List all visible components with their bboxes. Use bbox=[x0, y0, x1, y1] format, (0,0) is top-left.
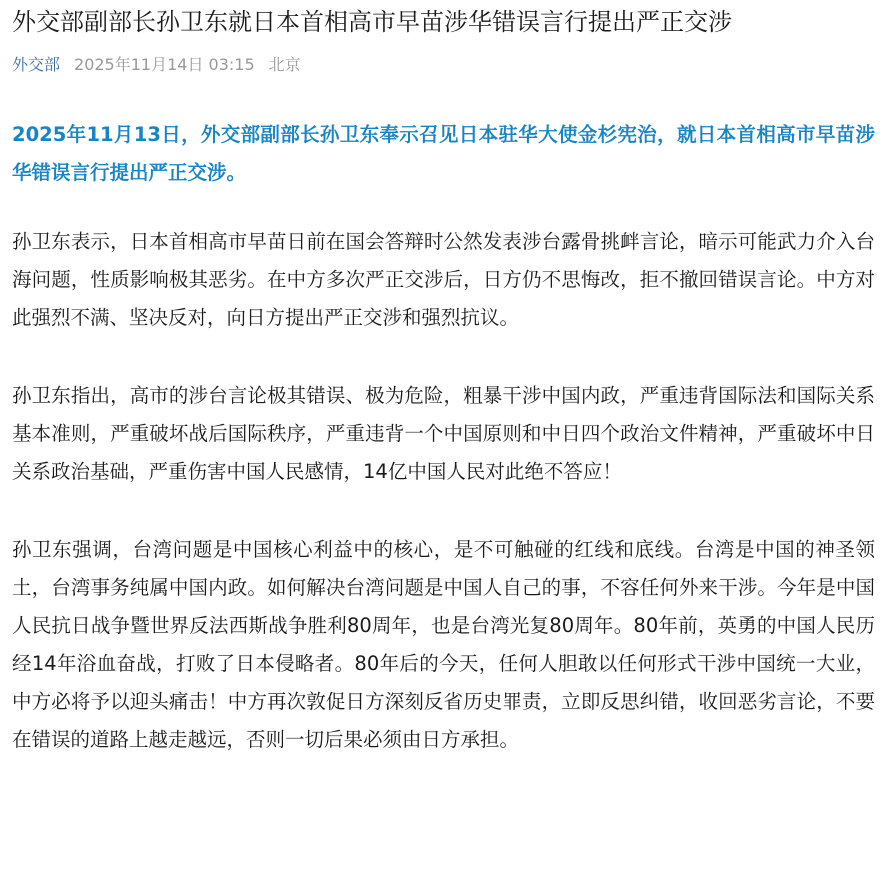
article-lead: 2025年11月13日，外交部副部长孙卫东奉示召见日本驻华大使金杉宪治，就日本首相高市早苗涉华错误言行提出严正交涉。 bbox=[12, 123, 875, 184]
article-paragraph: 孙卫东指出，高市的涉台言论极其错误、极为危险，粗暴干涉中国内政，严重违背国际法和国际关系基本准则，严重破坏战后国际秩序，严重违背一个中国原则和中日四个政治文件精神，严重破坏中日关系政治基础，严重伤害中国人民感情，14亿中国人民对此绝不答应！ bbox=[12, 384, 875, 483]
article-source[interactable]: 外交部 bbox=[12, 55, 61, 74]
article-datetime: 2025年11月14日 03:15 bbox=[74, 55, 255, 74]
article-paragraph: 孙卫东表示，日本首相高市早苗日前在国会答辩时公然发表涉台露骨挑衅言论，暗示可能武力介入台海问题，性质影响极其恶劣。在中方多次严正交涉后，日方仍不思悔改，拒不撤回错误言论。中方对此强烈不满、坚决反对，向日方提出严正交涉和强烈抗议。 bbox=[12, 230, 875, 329]
article-location: 北京 bbox=[268, 55, 301, 74]
article-meta bbox=[12, 54, 875, 76]
article-title: 外交部副部长孙卫东就日本首相高市早苗涉华错误言行提出严正交涉 bbox=[12, 8, 732, 36]
article-paragraph: 孙卫东强调，台湾问题是中国核心利益中的核心，是不可触碰的红线和底线。台湾是中国的神圣领土，台湾事务纯属中国内政。如何解决台湾问题是中国人自己的事，不容任何外来干涉。今年是中国人民抗日战争暨世界反法西斯战争胜利80周年，也是台湾光复80周年。80年前，英勇的中国人民历经14年浴血奋战，打败了日本侵略者。80年后的今天，任何人胆敢以任何形式干涉中国统一大业，中方必将予以迎头痛击！中方再次敦促日方深刻反省历史罪责，立即反思纠错，收回恶劣言论，不要在错误的道路上越走越远，否则一切后果必须由日方承担。 bbox=[12, 538, 875, 751]
